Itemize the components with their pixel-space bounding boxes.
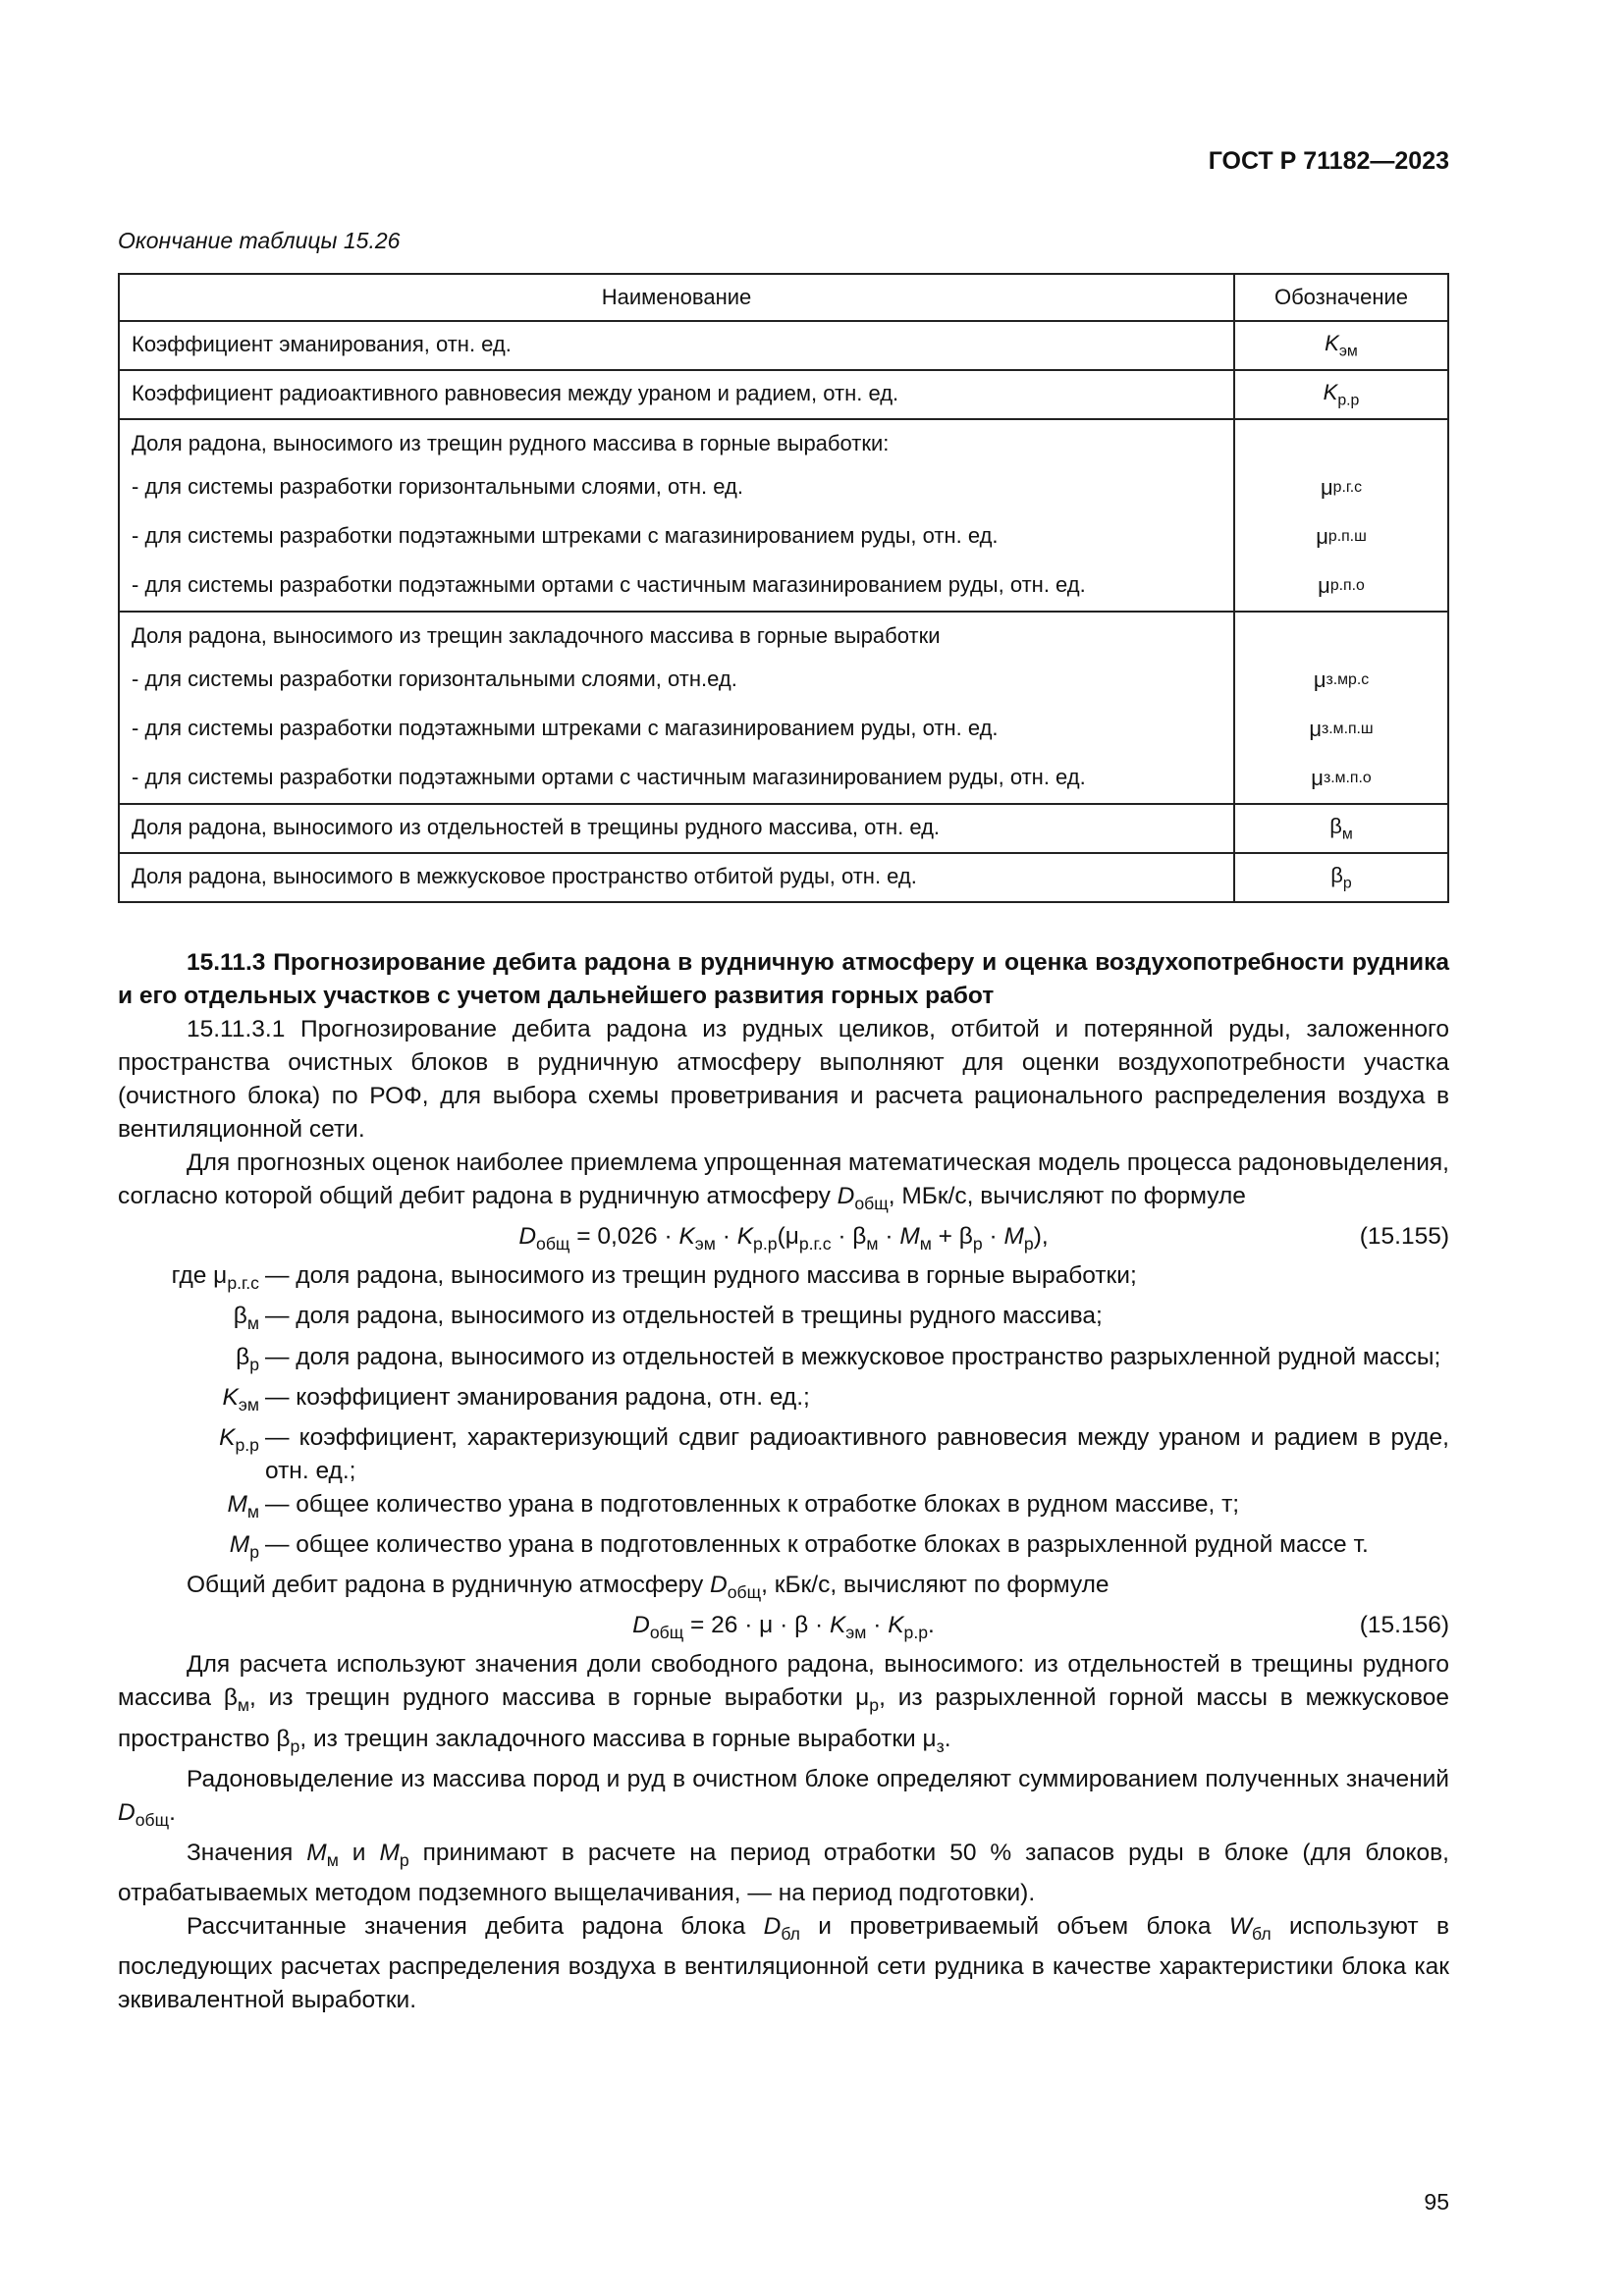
table-row [119,370,1448,419]
header-symbol: Обозначение [1234,274,1448,321]
paragraph: Для прогнозных оценок наиболее приемлема упрощенная математическая модель процесса радоновыделения, согласно которой общий дебит радона в рудничную атмосферу $D_{общ}$, МБк/с, вычисляют по формуле [118,1149,1449,1214]
row-name: Коэффициент эманирования, отн. ед. [119,321,1234,370]
var-definition: — общее количество урана в подготовленных к отработке блоках в разрыхленной рудной массе т. [265,1531,1369,1559]
table-group-row [119,419,1448,612]
group-title: Доля радона, выносимого из трещин рудного массива в горные выработки: [132,431,890,455]
row-symbol: $K_{эм}$ [1234,321,1448,370]
text: Для прогнозных оценок наиболее приемлема упрощенная математическая модель процесса радоновыделения, согласно которой общий дебит радона в рудничную атмосферу [118,1149,1449,1209]
text: Общий дебит радона в рудничную атмосферу [187,1572,711,1599]
var-symbol: $\beta_м$ [233,1303,259,1334]
text: Значения [187,1839,307,1866]
page-number: 95 [1424,2189,1449,2215]
paragraph: Радоновыделение из массива пород и руд в очистном блоке определяют суммированием полученных значений $D_{общ}$. [118,1765,1449,1830]
header-name: Наименование [119,274,1234,321]
var-symbol: $\beta_р$ [236,1343,259,1374]
paragraph: Рассчитанные значения дебита радона блока $D_{бл}$ и проветриваемый объем блока $W_{бл}$ используют в последующих расчетах распределения воздуха в вентиляционной сети рудника в качестве характеристики блока как эквивалентной выработки. [118,1913,1450,2014]
var-symbol: $M_р$ [229,1531,259,1563]
formula-number: (15.156) [1359,1612,1449,1639]
formula-number: (15.155) [1359,1223,1449,1251]
var-definition: — общее количество урана в подготовленных к отработке блоках в рудном массиве, т; [265,1490,1240,1518]
paragraph: Для расчета используют значения доли свободного радона, выносимого: из отдельностей в трещины рудного массива $\beta_м$, из трещин рудного массива в горные выработки $\mu_р$, из разрыхленной горной массы в межкусковое пространство $\beta_р$, из трещин закладочного массива в горные выработки $\mu_з$. [118,1651,1449,1756]
var-definition: — доля радона, выносимого из отдельностей в трещины рудного массива; [265,1303,1103,1330]
group-item: - для системы разработки подэтажными ортами с частичным магазинированием руды, отн. ед. [132,765,1086,789]
row-symbol: $K_{р.р}$ [1234,370,1448,419]
parameters-table [118,273,1449,903]
section-body [118,946,1449,2017]
where-word: где [171,1262,207,1290]
formula-expression: $D_{общ} = 26 \cdot \mu \cdot \beta \cdot K_{эм} \cdot K_{р.р}$. [632,1612,935,1643]
var-definition: — доля радона, выносимого из отдельностей в межкусковое пространство разрыхленной рудной массы; [265,1343,1441,1370]
text: , из трещин закладочного массива в горные выработки [299,1725,923,1752]
row-symbol: $\beta_м$ [1234,804,1448,853]
row-symbol: μ р.г.с [1320,475,1363,500]
formula-expression: $D_{общ} = 0,026 \cdot K_{эм} \cdot K_{р.р}(\mu_{р.г.с} \cdot \beta_м \cdot M_м + \beta_р \cdot M_р)$, [518,1223,1049,1255]
group-item: - для системы разработки горизонтальными слоями, отн. ед. [132,474,743,499]
row-name: Коэффициент радиоактивного равновесия между ураном и радием, отн. ед. [119,370,1234,419]
table-group-row [119,612,1448,804]
row-name: Доля радона, выносимого в межкусковое пространство отбитой руды, отн. ед. [119,853,1234,902]
row-symbol: $\beta_р$ [1234,853,1448,902]
formula-15-156 [118,1609,1449,1648]
group-item: - для системы разработки горизонтальными слоями, отн.ед. [132,667,737,691]
row-symbol: μ з.м.п.ш [1309,717,1374,741]
var-symbol: $M_м$ [227,1490,259,1522]
text: , кБк/с, вычисляют по формуле [761,1572,1110,1599]
var-symbol: где $\mu_{р.г.с}$ [171,1262,259,1294]
text: и [338,1839,380,1866]
var-symbol: $K_{эм}$ [222,1383,259,1415]
table-row [119,804,1448,853]
section-heading: 15.11.3 Прогнозирование дебита радона в рудничную атмосферу и оценка воздухопотребности рудника и его отдельных участков с учетом дальнейшего развития горных работ [118,949,1449,1009]
var-definition: — доля радона, выносимого из трещин рудного массива в горные выработки; [265,1262,1137,1290]
table-row [119,321,1448,370]
variable-definitions [118,1259,1449,1569]
group-item: - для системы разработки подэтажными штреками с магазинированием руды, отн. ед. [132,716,999,740]
group-cell [119,419,1234,612]
table-header-row [119,274,1448,321]
table-caption: Окончание таблицы 15.26 [118,228,401,253]
text: используют в последующих расчетах распределения воздуха в вентиляционной сети рудника в качестве характеристики блока как эквивалентной выработки. [118,1913,1450,2014]
paragraph: Общий дебит радона в рудничную атмосферу $D_{общ}$, кБк/с, вычисляют по формуле [187,1572,1110,1603]
var-symbol: $K_{р.р}$ [219,1423,259,1456]
row-symbol: μ р.п.ш [1316,524,1367,549]
row-symbol: μ з.мр.с [1313,667,1370,692]
formula-15-155 [118,1220,1449,1259]
text: Для расчета используют значения доли свободного радона, выносимого: из отдельностей в трещины рудного массива [118,1651,1449,1712]
document-page [118,0,1449,2296]
text: , из разрыхленной горной массы в межкусковое пространство [118,1684,1449,1752]
text: Радоновыделение из массива пород и руд в очистном блоке определяют суммированием полученных значений [187,1765,1449,1792]
group-symbols [1234,612,1448,804]
var-definition: — коэффициент, характеризующий сдвиг радиоактивного равновесия между ураном и радием в руде, отн. ед.; [265,1423,1449,1484]
text: Рассчитанные значения дебита радона блока [187,1913,764,1941]
row-symbol: μ з.м.п.о [1311,766,1372,790]
standard-header: ГОСТ Р 71182—2023 [1208,147,1449,175]
paragraph: 15.11.3.1 Прогнозирование дебита радона из рудных целиков, отбитой и потерянной руды, заложенного пространства очистных блоков в рудничную атмосферу выполняют для оценки воздухопотребности участка (очистного блока) по РОФ, для выбора схемы проветривания и расчета рационального распределения воздуха в вентиляционной сети. [118,1016,1449,1143]
group-symbols [1234,419,1448,612]
group-cell [119,612,1234,804]
text: и проветриваемый объем блока [799,1913,1229,1941]
row-name: Доля радона, выносимого из отдельностей в трещины рудного массива, отн. ед. [119,804,1234,853]
paragraph: Значения $M_м$ и $M_р$ принимают в расчете на период отработки 50 % запасов руды в блоке (для блоков, отрабатываемых методом подземного выщелачивания, — на период подготовки). [118,1839,1449,1907]
row-symbol: μ р.п.о [1318,573,1365,598]
group-title: Доля радона, выносимого из трещин закладочного массива в горные выработки [132,623,941,648]
group-item: - для системы разработки подэтажными штреками с магазинированием руды, отн. ед. [132,523,999,548]
text: , МБк/с, вычисляют по формуле [888,1183,1246,1209]
var-definition: — коэффициент эманирования радона, отн. ед.; [265,1383,810,1411]
text: , из трещин рудного массива в горные выработки [249,1684,856,1712]
group-item: - для системы разработки подэтажными ортами с частичным магазинированием руды, отн. ед. [132,572,1086,597]
text: принимают в расчете на период отработки 50 % запасов руды в блоке (для блоков, отрабатываемых методом подземного выщелачивания, — на период подготовки). [118,1839,1449,1907]
table-row [119,853,1448,902]
